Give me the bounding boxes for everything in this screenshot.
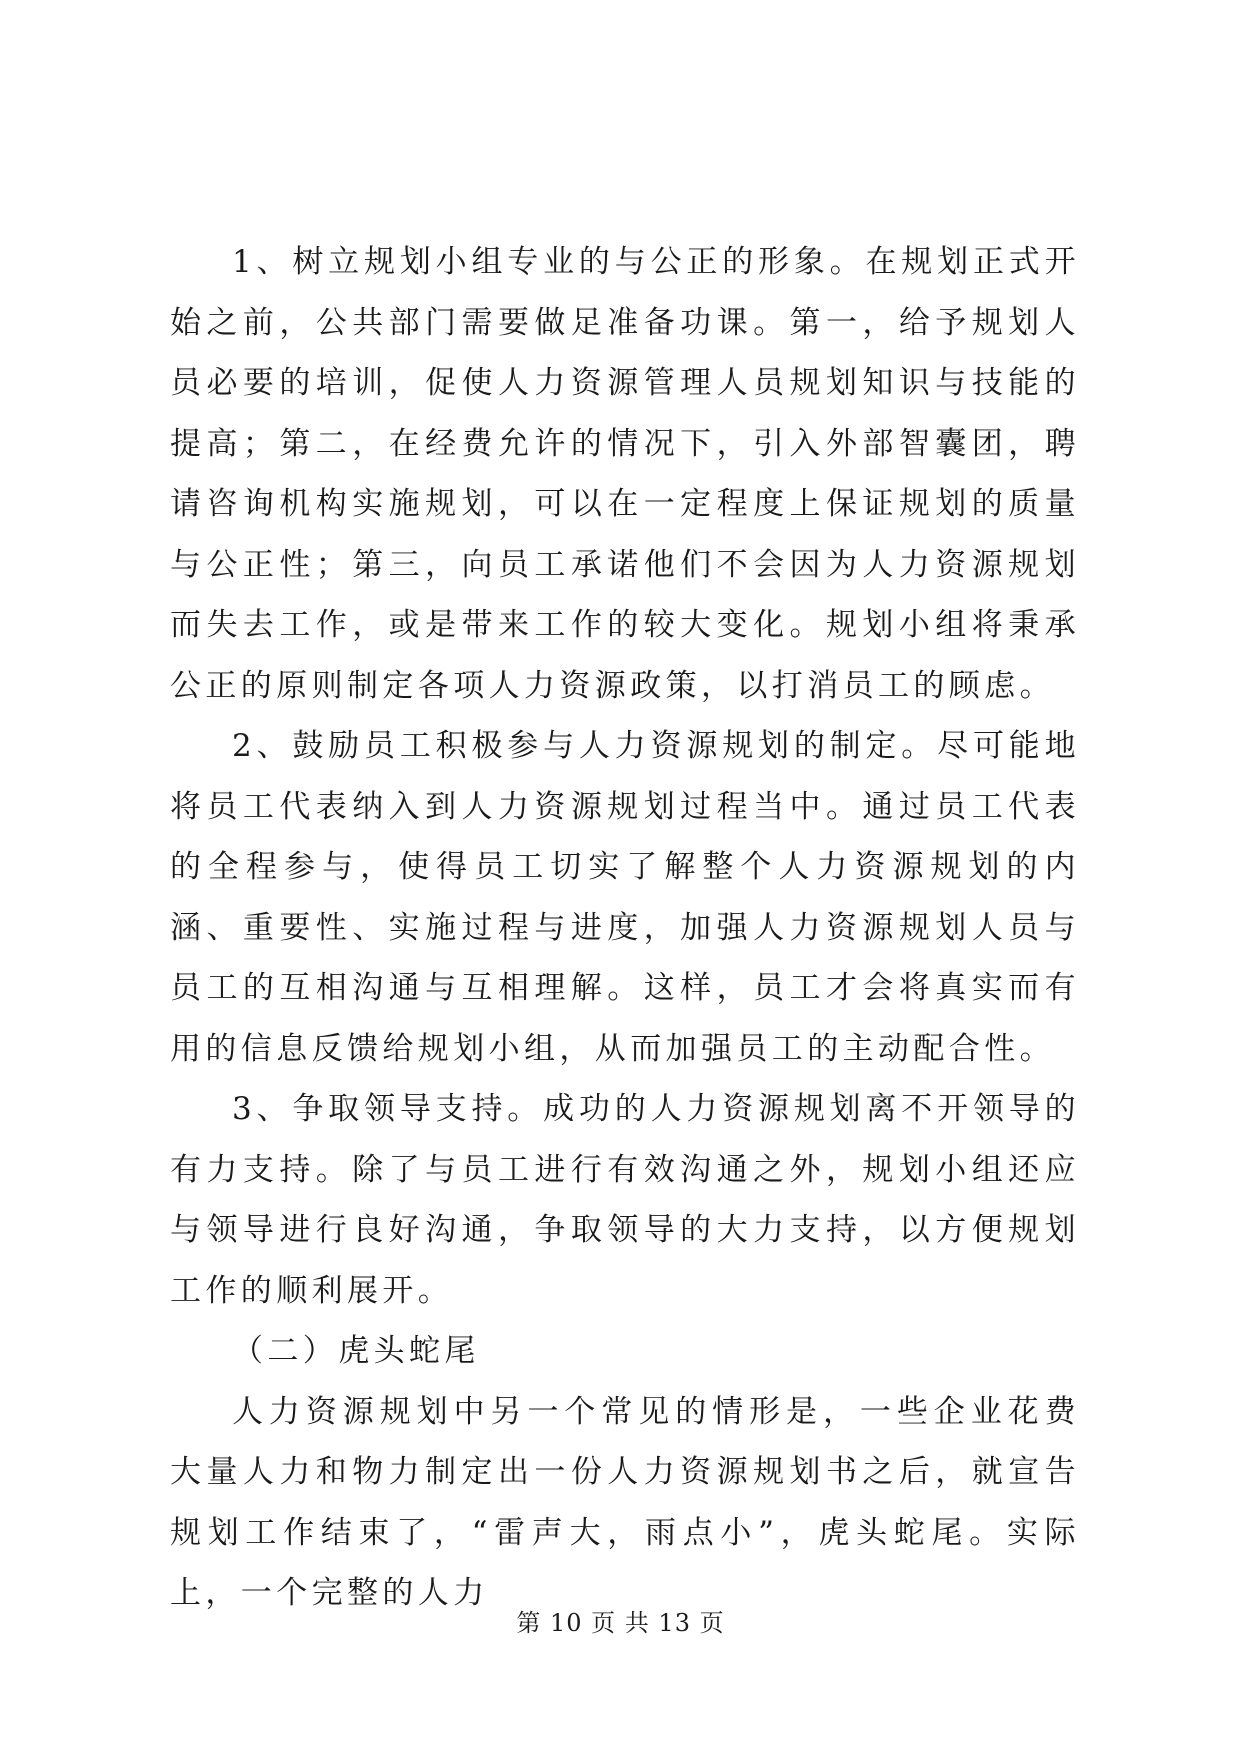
section-heading: （二）虎头蛇尾: [232, 1333, 480, 1369]
document-body: [170, 232, 1080, 1624]
paragraph-4: 人力资源规划中另一个常见的情形是，一些企业花费大量人力和物力制定出一份人力资源规划书之后，就宣告规划工作结束了，“雷声大，雨点小”，虎头蛇尾。实际上，一个完整的人力: [170, 1393, 1080, 1611]
paragraph-3: 3、争取领导支持。成功的人力资源规划离不开领导的有力支持。除了与员工进行有效沟通之外，规划小组还应与领导进行良好沟通，争取领导的大力支持，以方便规划工作的顺利展开。: [170, 1091, 1080, 1309]
paragraph-2: 2、鼓励员工积极参与人力资源规划的制定。尽可能地将员工代表纳入到人力资源规划过程当中。通过员工代表的全程参与，使得员工切实了解整个人力资源规划的内涵、重要性、实施过程与进度，加强人力资源规划人员与员工的互相沟通与互相理解。这样，员工才会将真实而有用的信息反馈给规划小组，从而加强员工的主动配合性。: [170, 728, 1080, 1067]
paragraph-1: 1、树立规划小组专业的与公正的形象。在规划正式开始之前，公共部门需要做足准备功课。第一，给予规划人员必要的培训，促使人力资源管理人员规划知识与技能的提高；第二，在经费允许的情况下，引入外部智囊团，聘请咨询机构实施规划，可以在一定程度上保证规划的质量与公正性；第三，向员工承诺他们不会因为人力资源规划而失去工作，或是带来工作的较大变化。规划小组将秉承公正的原则制定各项人力资源政策，以打消员工的顾虑。: [170, 244, 1080, 704]
page-number-footer: 第 10 页 共 13 页: [516, 1609, 725, 1637]
